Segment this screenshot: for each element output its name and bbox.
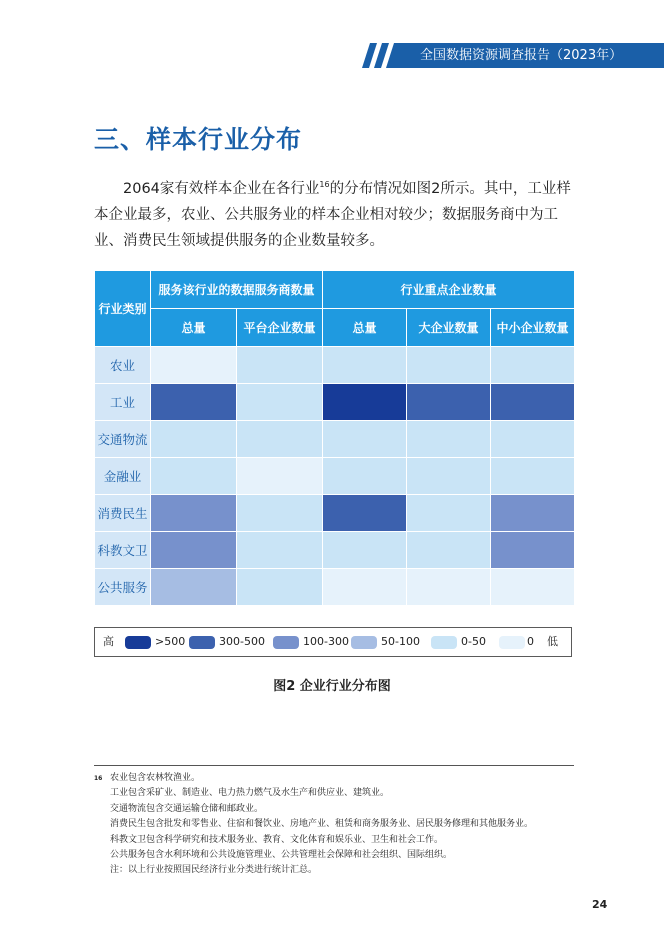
heat-cell [491, 421, 575, 458]
heat-cell [323, 495, 407, 532]
heat-cell [407, 458, 491, 495]
heat-cell [407, 347, 491, 384]
row-label: 公共服务 [95, 569, 151, 606]
legend-swatch [125, 636, 151, 649]
heat-cell [407, 421, 491, 458]
footnote-line: 公共服务包含水利环境和公共设施管理业、公共管理社会保障和社会组织、国际组织。 [110, 850, 453, 861]
heat-cell [151, 347, 237, 384]
heat-cell [491, 458, 575, 495]
footnote-line: 交通物流包含交通运输仓储和邮政业。 [110, 803, 264, 814]
heat-cell [491, 569, 575, 606]
heat-cell [491, 347, 575, 384]
heat-cell [237, 347, 323, 384]
heat-cell [323, 458, 407, 495]
heat-cell [491, 495, 575, 532]
column-header: 大企业数量 [407, 309, 491, 347]
legend-label: 100-300 [303, 635, 349, 648]
heat-cell [151, 421, 237, 458]
table-row [95, 569, 575, 606]
legend-label: 50-100 [381, 635, 420, 648]
legend-label: 0-50 [461, 635, 486, 648]
heat-cell [151, 569, 237, 606]
footnote-line: 消费民生包含批发和零售业、住宿和餐饮业、房地产业、租赁和商务服务业、居民服务修理和其他服务业。 [110, 819, 534, 830]
table-row [95, 532, 575, 569]
heat-cell [237, 532, 323, 569]
figure-caption: 图2 企业行业分布图 [273, 679, 391, 694]
heat-cell [407, 532, 491, 569]
row-label: 农业 [95, 347, 151, 384]
footnotes [94, 771, 574, 879]
heat-cell [323, 384, 407, 421]
heat-cell [151, 532, 237, 569]
table-row [95, 347, 575, 384]
row-label: 金融业 [95, 458, 151, 495]
intro-paragraph: 2064家有效样本企业在各行业$^{16}$的分布情况如图2所示。其中，工业样本企业最多，农业、公共服务业的样本企业相对较少；数据服务商中为工业、消费民生领域提供服务的企业数量较多。 [94, 180, 571, 249]
footnote-ref[interactable]: 16 [319, 180, 330, 189]
heat-cell [237, 495, 323, 532]
row-label: 交通物流 [95, 421, 151, 458]
legend-label: 300-500 [219, 635, 265, 648]
column-header: 平台企业数量 [237, 309, 323, 347]
legend-low-label: 低 [547, 635, 558, 648]
heat-cell [151, 458, 237, 495]
page-number: 24 [592, 898, 608, 911]
heat-cell [407, 384, 491, 421]
footnote-line: 科教文卫包含科学研究和技术服务业、教育、文化体育和娱乐业、卫生和社会工作。 [110, 834, 444, 845]
heat-cell [151, 384, 237, 421]
heat-cell [237, 384, 323, 421]
industry-heatmap-table [94, 270, 575, 606]
column-header: 中小企业数量 [491, 309, 575, 347]
legend-swatch [499, 636, 525, 649]
heat-cell [237, 458, 323, 495]
heat-cell [237, 569, 323, 606]
row-label: 科教文卫 [95, 532, 151, 569]
heat-cell [151, 495, 237, 532]
legend-label: >500 [155, 635, 186, 648]
heat-cell [407, 569, 491, 606]
heat-cell [407, 495, 491, 532]
legend-high-label: 高 [103, 635, 114, 648]
heat-cell [323, 421, 407, 458]
row-label: 消费民生 [95, 495, 151, 532]
heat-cell [491, 384, 575, 421]
table-row [95, 384, 575, 421]
table-row [95, 458, 575, 495]
column-header: 总量 [151, 309, 237, 347]
table-row [95, 421, 575, 458]
heat-cell [323, 532, 407, 569]
footnote-line: 农业包含农林牧渔业。 [110, 773, 201, 783]
row-label: 工业 [95, 384, 151, 421]
heat-cell [237, 421, 323, 458]
heatmap-legend [94, 627, 572, 657]
footnote-divider [94, 765, 574, 766]
heat-cell [323, 569, 407, 606]
legend-swatch [273, 636, 299, 649]
heat-cell [491, 532, 575, 569]
footnote-line: 工业包含采矿业、制造业、电力热力燃气及水生产和供应业、建筑业。 [110, 788, 390, 799]
column-header: 总量 [323, 309, 407, 347]
heat-cell [323, 347, 407, 384]
row-header: 行业类别 [95, 271, 151, 347]
header-title: 全国数据资源调查报告（2023年） [420, 48, 623, 63]
footnote-mark: 16 [94, 775, 103, 782]
section-title: 三、样本行业分布 [94, 125, 303, 154]
legend-swatch [189, 636, 215, 649]
group-header-service-providers: 服务该行业的数据服务商数量 [151, 271, 323, 309]
group-header-key-enterprises: 行业重点企业数量 [323, 271, 575, 309]
legend-swatch [431, 636, 457, 649]
footnote-line: 注：以上行业按照国民经济行业分类进行统计汇总。 [110, 865, 318, 876]
table-row [95, 495, 575, 532]
legend-label: 0 [527, 635, 534, 648]
legend-swatch [351, 636, 377, 649]
